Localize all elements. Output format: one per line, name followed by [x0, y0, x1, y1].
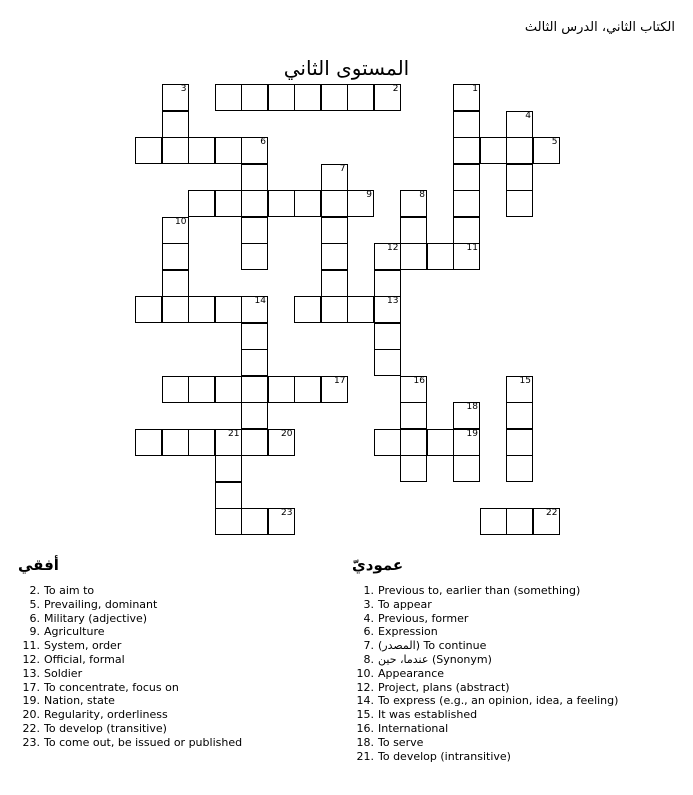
grid-cell[interactable] [480, 508, 507, 535]
grid-cell[interactable] [374, 296, 401, 323]
clue-number-label: 10. [356, 666, 374, 680]
clue-number: 11 [466, 243, 478, 253]
grid-cell[interactable] [162, 243, 189, 270]
grid-cell[interactable] [506, 455, 533, 482]
grid-cell[interactable] [268, 190, 295, 217]
clue-number: 15 [519, 375, 531, 386]
clue-text: Expression [378, 625, 438, 639]
grid-cell[interactable] [241, 190, 268, 217]
grid-cell[interactable] [400, 217, 427, 244]
clue-text: (المصدر) To continue [378, 639, 487, 653]
grid-cell[interactable] [188, 137, 215, 164]
grid-cell[interactable] [453, 402, 480, 429]
lesson-header: الكتاب الثاني، الدرس الثالث [524, 20, 675, 35]
grid-cell[interactable] [480, 137, 507, 164]
clue-number: 19 [466, 428, 478, 439]
grid-cell[interactable] [453, 137, 480, 164]
grid-cell[interactable] [453, 455, 480, 482]
clue-number-label: 21. [356, 749, 374, 763]
clue-text: Previous, former [378, 611, 469, 625]
grid-cell[interactable] [506, 402, 533, 429]
grid-cell[interactable] [506, 164, 533, 191]
across-clue [18, 681, 338, 695]
clue-number-label: 6. [363, 625, 374, 639]
clue-number-label: 4. [363, 611, 374, 625]
grid-cell[interactable] [241, 84, 268, 111]
down-clue [352, 708, 682, 722]
clue-number-label: 3. [363, 597, 374, 611]
down-clues [352, 556, 682, 763]
down-clue [352, 667, 682, 681]
across-clue [18, 639, 338, 653]
across-clue [18, 653, 338, 667]
grid-cell[interactable] [241, 164, 268, 191]
grid-cell[interactable] [321, 164, 348, 191]
grid-cell[interactable] [294, 84, 321, 111]
clue-text: Regularity, orderliness [44, 708, 168, 722]
grid-cell[interactable] [162, 296, 189, 323]
clue-number-label: 12. [22, 652, 40, 666]
clue-number-label: 12. [356, 680, 374, 694]
grid-cell[interactable] [533, 508, 560, 535]
clue-number-label: 20. [22, 708, 40, 722]
clue-text: Project, plans (abstract) [378, 680, 510, 694]
grid-cell[interactable] [321, 190, 348, 217]
grid-cell[interactable] [162, 217, 189, 244]
grid-cell[interactable] [400, 190, 427, 217]
clue-number: 17 [334, 375, 346, 386]
clue-number-label: 11. [22, 639, 40, 653]
grid-cell[interactable] [162, 429, 189, 456]
clue-number-label: 22. [22, 721, 40, 735]
grid-cell[interactable] [506, 137, 533, 164]
grid-cell[interactable] [427, 243, 454, 270]
clue-text: To appear [378, 597, 432, 611]
clue-text: عندما، حين (Synonym) [378, 652, 492, 666]
grid-cell[interactable] [374, 429, 401, 456]
clue-text: To aim to [44, 584, 95, 597]
down-clue [352, 584, 682, 598]
grid-cell[interactable] [506, 111, 533, 138]
across-clue [18, 598, 338, 612]
grid-cell[interactable] [374, 270, 401, 297]
clue-number-label: 7. [363, 639, 374, 653]
across-clue [18, 736, 338, 750]
grid-cell[interactable] [215, 455, 242, 482]
across-clue [18, 584, 338, 598]
clue-number-label: 17. [22, 680, 40, 694]
clue-number-label: 15. [356, 708, 374, 722]
grid-cell[interactable] [188, 429, 215, 456]
grid-cell[interactable] [215, 482, 242, 509]
clue-text: Previous to, earlier than (something) [378, 584, 581, 597]
grid-cell[interactable] [241, 429, 268, 456]
grid-cell[interactable] [294, 190, 321, 217]
clue-number: 16 [413, 375, 425, 386]
grid-cell[interactable] [374, 243, 401, 270]
grid-cell[interactable] [400, 402, 427, 429]
clue-text: To develop (transitive) [44, 721, 167, 735]
grid-cell[interactable] [347, 296, 374, 323]
grid-cell[interactable] [215, 429, 242, 456]
grid-cell[interactable] [241, 508, 268, 535]
clue-number: 8 [419, 190, 425, 200]
grid-cell[interactable] [241, 137, 268, 164]
clue-number-label: 23. [22, 735, 40, 749]
clue-text: Military (adjective) [44, 611, 148, 625]
grid-cell[interactable] [135, 296, 162, 323]
grid-cell[interactable] [162, 111, 189, 138]
grid-cell[interactable] [533, 137, 560, 164]
clue-text: Nation, state [44, 694, 115, 708]
grid-cell[interactable] [215, 137, 242, 164]
clue-number-label: 14. [356, 694, 374, 708]
grid-cell[interactable] [268, 376, 295, 403]
across-clues [18, 556, 338, 750]
clue-text: Prevailing, dominant [44, 597, 158, 611]
clue-number: 9 [366, 190, 372, 200]
down-clue [352, 612, 682, 626]
across-clue [18, 625, 338, 639]
grid-cell[interactable] [241, 402, 268, 429]
grid-cell[interactable] [506, 376, 533, 403]
clue-text: International [378, 721, 449, 735]
clue-number-label: 5. [29, 597, 40, 611]
clue-text: Agriculture [44, 625, 105, 639]
clue-number-label: 6. [29, 611, 40, 625]
grid-cell[interactable] [215, 376, 242, 403]
clue-text: Appearance [378, 666, 445, 680]
across-clue [18, 722, 338, 736]
grid-cell[interactable] [321, 243, 348, 270]
grid-cell[interactable] [453, 217, 480, 244]
clue-text: Official, formal [44, 652, 125, 666]
grid-cell[interactable] [294, 376, 321, 403]
across-heading: أفقي [18, 556, 59, 574]
grid-cell[interactable] [188, 190, 215, 217]
clue-number: 21 [228, 428, 240, 439]
down-clue [352, 625, 682, 639]
down-clue [352, 750, 682, 764]
grid-cell[interactable] [506, 429, 533, 456]
clue-number-label: 16. [356, 721, 374, 735]
clue-number: 4 [525, 110, 531, 121]
grid-cell[interactable] [427, 429, 454, 456]
clue-text: Soldier [44, 666, 83, 680]
grid-cell[interactable] [215, 190, 242, 217]
clue-number: 12 [387, 243, 399, 253]
grid-cell[interactable] [241, 243, 268, 270]
grid-cell[interactable] [241, 323, 268, 350]
grid-cell[interactable] [135, 429, 162, 456]
clue-number-label: 1. [363, 584, 374, 597]
clue-number: 22 [546, 508, 558, 518]
down-clue [352, 694, 682, 708]
clue-number: 3 [180, 84, 187, 94]
grid-cell[interactable] [347, 84, 374, 111]
clue-number: 1 [472, 84, 478, 94]
grid-cell[interactable] [453, 429, 480, 456]
grid-cell[interactable] [506, 508, 533, 535]
grid-cell[interactable] [162, 270, 189, 297]
grid-cell[interactable] [268, 84, 295, 111]
clue-text: To come out, be issued or published [44, 735, 243, 749]
grid-cell[interactable] [321, 376, 348, 403]
clue-number: 5 [551, 137, 558, 147]
grid-cell[interactable] [241, 349, 268, 376]
grid-cell[interactable] [188, 296, 215, 323]
grid-cell[interactable] [268, 508, 295, 535]
grid-cell[interactable] [294, 296, 321, 323]
grid-cell[interactable] [374, 84, 401, 111]
down-clue [352, 598, 682, 612]
grid-cell[interactable] [321, 217, 348, 244]
clue-number: 2 [392, 84, 399, 94]
across-clue [18, 667, 338, 681]
grid-cell[interactable] [162, 84, 189, 111]
grid-cell[interactable] [188, 376, 215, 403]
down-clue [352, 681, 682, 695]
clue-number: 10 [175, 216, 187, 227]
grid-cell[interactable] [241, 376, 268, 403]
grid-cell[interactable] [453, 111, 480, 138]
clue-text: System, order [44, 639, 122, 653]
clue-number-label: 8. [363, 652, 374, 666]
clue-text: To express (e.g., an opinion, idea, a feeling) [378, 694, 619, 708]
page-title: المستوى الثاني [283, 56, 410, 80]
clue-text: To serve [378, 735, 424, 749]
grid-cell[interactable] [215, 84, 242, 111]
grid-cell[interactable] [215, 296, 242, 323]
grid-cell[interactable] [453, 190, 480, 217]
clue-number: 14 [254, 296, 266, 306]
grid-cell[interactable] [241, 296, 268, 323]
clue-number: 18 [466, 402, 478, 412]
grid-cell[interactable] [321, 84, 348, 111]
grid-cell[interactable] [506, 190, 533, 217]
clue-text: To concentrate, focus on [44, 680, 179, 694]
grid-cell[interactable] [400, 429, 427, 456]
grid-cell[interactable] [400, 243, 427, 270]
grid-cell[interactable] [321, 296, 348, 323]
clue-number: 7 [339, 163, 346, 174]
across-clue [18, 612, 338, 626]
grid-cell[interactable] [321, 270, 348, 297]
grid-cell[interactable] [374, 323, 401, 350]
clue-number: 6 [260, 137, 266, 147]
down-clue [352, 722, 682, 736]
grid-cell[interactable] [268, 429, 295, 456]
clue-number: 20 [281, 428, 293, 439]
down-clue [352, 736, 682, 750]
down-clue [352, 653, 682, 667]
clue-text: It was established [378, 708, 478, 722]
across-clue [18, 694, 338, 708]
grid-cell[interactable] [162, 376, 189, 403]
clue-number: 23 [281, 508, 293, 518]
clue-number-label: 2. [29, 584, 40, 597]
grid-cell[interactable] [400, 455, 427, 482]
grid-cell[interactable] [400, 376, 427, 403]
down-clue [352, 639, 682, 653]
grid-cell[interactable] [215, 508, 242, 535]
clue-number-label: 18. [356, 735, 374, 749]
clue-number-label: 13. [22, 666, 40, 680]
clue-text: To develop (intransitive) [378, 749, 511, 763]
grid-cell[interactable] [453, 243, 480, 270]
grid-cell[interactable] [453, 164, 480, 191]
grid-cell[interactable] [135, 137, 162, 164]
clue-number: 13 [387, 296, 399, 306]
clue-number-label: 9. [29, 625, 40, 639]
clue-number-label: 19. [22, 694, 40, 708]
down-heading: عموديّ [352, 556, 404, 574]
grid-cell[interactable] [347, 190, 374, 217]
grid-cell[interactable] [374, 349, 401, 376]
grid-cell[interactable] [241, 217, 268, 244]
grid-cell[interactable] [162, 137, 189, 164]
grid-cell[interactable] [453, 84, 480, 111]
across-clue [18, 708, 338, 722]
